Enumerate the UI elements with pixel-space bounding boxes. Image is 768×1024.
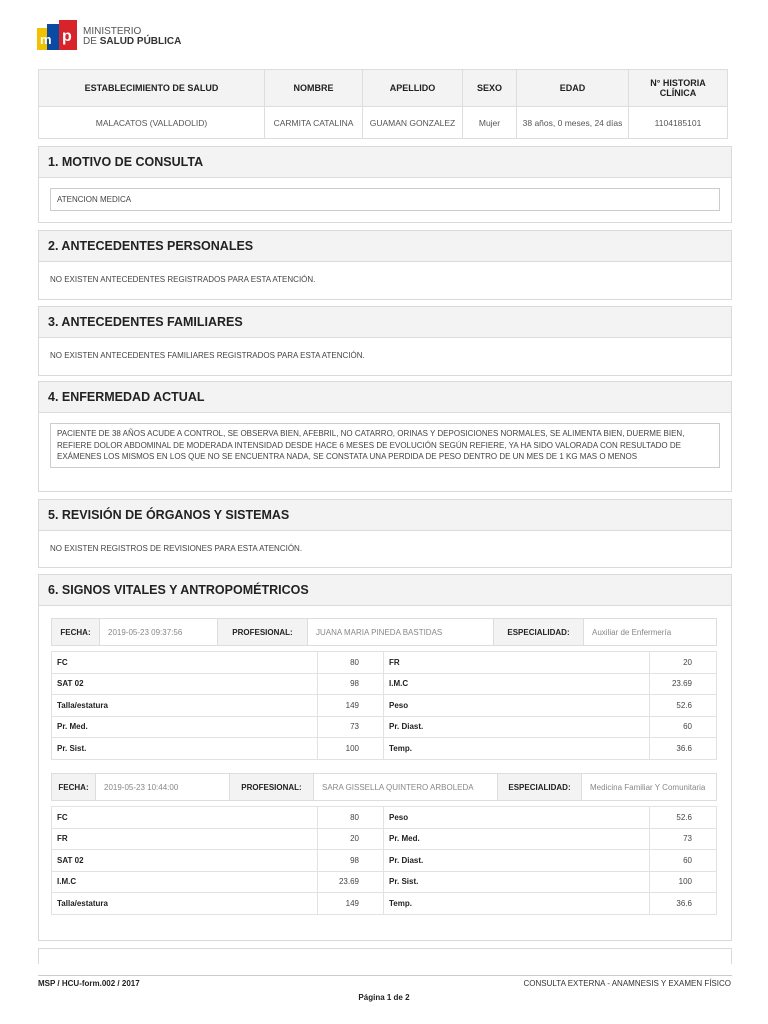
vital-value: 23.69 (318, 871, 384, 893)
vital-name: SAT 02 (52, 673, 318, 695)
msp-logo-mark (37, 20, 77, 54)
fecha-label: FECHA: (52, 619, 100, 645)
section-title: 6. SIGNOS VITALES Y ANTROPOMÉTRICOS (39, 575, 731, 606)
profesional-value: SARA GISSELLA QUINTERO ARBOLEDA (314, 774, 498, 800)
vital-value: 23.69 (650, 673, 717, 695)
col-establecimiento: ESTABLECIMIENTO DE SALUD (39, 70, 265, 107)
profesional-value: JUANA MARIA PINEDA BASTIDAS (308, 619, 494, 645)
vital-value: 20 (318, 828, 384, 850)
col-apellido: APELLIDO (363, 70, 463, 107)
vital-name: Pr. Sist. (384, 871, 650, 893)
vital-name: SAT 02 (52, 850, 318, 872)
vitals-table (51, 806, 717, 915)
section-revision-organos (38, 499, 732, 568)
fecha-value: 2019-05-23 10:44:00 (96, 774, 230, 800)
table-row (52, 828, 717, 850)
vital-name: FR (384, 652, 650, 674)
profesional-label: PROFESIONAL: (218, 619, 308, 645)
cell-edad: 38 años, 0 meses, 24 días (517, 107, 629, 139)
cell-establecimiento: MALACATOS (VALLADOLID) (39, 107, 265, 139)
vital-value: 36.6 (650, 893, 717, 915)
col-edad: EDAD (517, 70, 629, 107)
cell-apellido: GUAMAN GONZALEZ (363, 107, 463, 139)
vital-name: FR (52, 828, 318, 850)
vital-value: 98 (318, 673, 384, 695)
vitals-record-header (51, 773, 717, 801)
antecedentes-personales-text: NO EXISTEN ANTECEDENTES REGISTRADOS PARA ESTA ATENCIÓN. (50, 275, 316, 284)
vitals-record-1 (51, 618, 717, 760)
fecha-label: FECHA: (52, 774, 96, 800)
vital-name: Peso (384, 695, 650, 717)
vital-value: 36.6 (650, 738, 717, 760)
cell-historia-clinica: 1104185101 (629, 107, 728, 139)
vital-name: I.M.C (52, 871, 318, 893)
logo-line1: MINISTERIO (83, 26, 142, 37)
vital-value: 52.6 (650, 807, 717, 829)
logo-mark-left-letter: m (40, 32, 52, 47)
section-antecedentes-familiares (38, 306, 732, 376)
vital-name: Talla/estatura (52, 893, 318, 915)
section-enfermedad-actual (38, 381, 732, 492)
patient-info-header-row (39, 70, 728, 107)
vital-value: 98 (318, 850, 384, 872)
footer-form-code: MSP / HCU-form.002 / 2017 (38, 979, 140, 988)
fecha-value: 2019-05-23 09:37:56 (100, 619, 218, 645)
footer-form-title: CONSULTA EXTERNA - ANAMNESIS Y EXAMEN FÍSICO (523, 979, 731, 988)
profesional-label: PROFESIONAL: (230, 774, 314, 800)
logo-mark-right-letter: p (62, 28, 72, 45)
logo-text (83, 27, 181, 47)
vital-name: I.M.C (384, 673, 650, 695)
vital-value: 52.6 (650, 695, 717, 717)
enfermedad-actual-text: PACIENTE DE 38 AÑOS ACUDE A CONTROL, SE OBSERVA BIEN, AFEBRIL, NO CATARRO, ORINAS Y DEPOSICIONES NORMALES, SE ALIMENTA BIEN, DUERME BIEN, REFIERE DOLOR ABDOMINAL DE MODERADA INTENSIDAD DESDE HACE 6 MESES DE EVOLUCIÓN SEGÚN REFIERE, YA HA SIDO VALORADA CON RESULTADO DE EXÁMENES LOS MISMOS EN LOS QUE NO SE ENCUENTRA NADA, SE CONSTATA UNA PERDIDA DE PESO DENTRO DE UN MES DE 1 KG MAS O MENOS (50, 423, 720, 468)
especialidad-value: Medicina Familiar Y Comunitaria (590, 782, 706, 792)
vital-name: Pr. Med. (384, 828, 650, 850)
table-row (52, 850, 717, 872)
vital-name: Talla/estatura (52, 695, 318, 717)
section-title: 4. ENFERMEDAD ACTUAL (39, 382, 731, 413)
vital-value: 100 (650, 871, 717, 893)
vitals-record-2 (51, 773, 717, 915)
table-row (52, 738, 717, 760)
logo-line2-bold: SALUD PÚBLICA (99, 36, 182, 47)
vital-value: 60 (650, 716, 717, 738)
vital-name: FC (52, 807, 318, 829)
vital-value: 20 (650, 652, 717, 674)
logo-line2 (83, 37, 181, 47)
vitals-table (51, 651, 717, 760)
section-next-stub (38, 948, 732, 964)
vital-value: 80 (318, 807, 384, 829)
logo-line2-prefix: DE (83, 36, 97, 47)
vitals-record-header (51, 618, 717, 646)
vital-name: Pr. Diast. (384, 850, 650, 872)
section-title: 3. ANTECEDENTES FAMILIARES (39, 307, 731, 338)
especialidad-label: ESPECIALIDAD: (498, 774, 582, 800)
antecedentes-familiares-text: NO EXISTEN ANTECEDENTES FAMILIARES REGISTRADOS PARA ESTA ATENCIÓN. (50, 351, 365, 360)
table-row (52, 673, 717, 695)
col-historia-clinica: N° HISTORIA CLÍNICA (629, 70, 728, 107)
table-row (52, 893, 717, 915)
table-row (52, 871, 717, 893)
motivo-consulta-text: ATENCION MEDICA (50, 188, 720, 211)
section-motivo-consulta (38, 146, 732, 223)
revision-organos-text: NO EXISTEN REGISTROS DE REVISIONES PARA ESTA ATENCIÓN. (50, 544, 303, 553)
vital-value: 80 (318, 652, 384, 674)
vital-name: Pr. Med. (52, 716, 318, 738)
table-row (52, 695, 717, 717)
cell-sexo: Mujer (463, 107, 517, 139)
table-row (52, 652, 717, 674)
vital-name: Peso (384, 807, 650, 829)
col-nombre: NOMBRE (265, 70, 363, 107)
vital-value: 73 (650, 828, 717, 850)
especialidad-label: ESPECIALIDAD: (494, 619, 584, 645)
col-sexo: SEXO (463, 70, 517, 107)
cell-nombre: CARMITA CATALINA (265, 107, 363, 139)
patient-info-row (39, 107, 728, 139)
vital-name: FC (52, 652, 318, 674)
vital-name: Temp. (384, 738, 650, 760)
vital-name: Pr. Sist. (52, 738, 318, 760)
patient-info-table (38, 69, 728, 139)
section-title: 1. MOTIVO DE CONSULTA (39, 147, 731, 178)
footer-page-number: Página 1 de 2 (358, 993, 410, 1002)
vital-name: Pr. Diast. (384, 716, 650, 738)
vital-value: 100 (318, 738, 384, 760)
table-row (52, 716, 717, 738)
vital-value: 149 (318, 695, 384, 717)
msp-logo (37, 20, 181, 54)
vital-value: 149 (318, 893, 384, 915)
section-title: 5. REVISIÓN DE ÓRGANOS Y SISTEMAS (39, 500, 731, 531)
footer-divider (38, 975, 732, 976)
vital-value: 73 (318, 716, 384, 738)
especialidad-value: Auxiliar de Enfermería (592, 627, 672, 637)
section-antecedentes-personales (38, 230, 732, 300)
vital-value: 60 (650, 850, 717, 872)
section-title: 2. ANTECEDENTES PERSONALES (39, 231, 731, 262)
vital-name: Temp. (384, 893, 650, 915)
table-row (52, 807, 717, 829)
